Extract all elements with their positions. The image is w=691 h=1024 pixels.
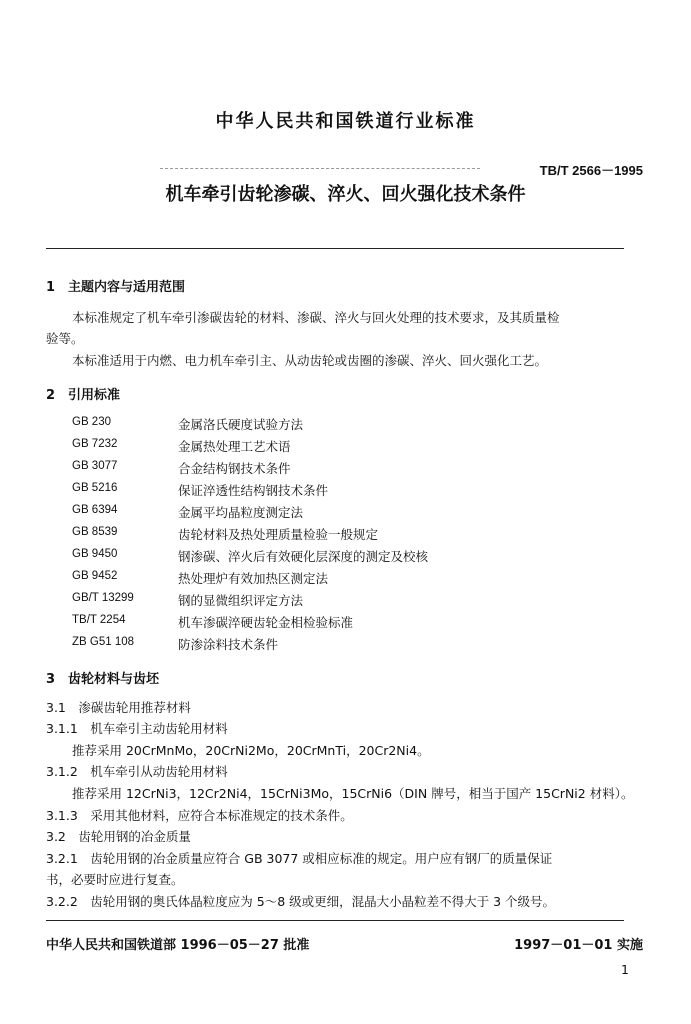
- document-title: 机车牵引齿轮渗碳、淬火、回火强化技术条件: [165, 184, 526, 205]
- ref-code: GB 9450: [72, 548, 118, 560]
- ref-title: 合金结构钢技术条件: [178, 461, 291, 476]
- ref-code: ZB G51 108: [72, 636, 135, 648]
- ref-code: GB 5216: [72, 482, 118, 494]
- ref-code: GB 3077: [72, 460, 118, 472]
- section-1-paragraph-1: 本标准规定了机车牵引渗碳齿轮的材料、渗碳、淬火与回火处理的技术要求，及其质量检: [72, 310, 560, 325]
- ref-code: GB 230: [72, 416, 111, 428]
- clause-3-1-1-text: 推荐采用 20CrMnMo，20CrNi2Mo，20CrMnTi，20Cr2Ni4。: [72, 743, 430, 758]
- ref-title: 钢的显微组织评定方法: [178, 593, 304, 608]
- ref-title: 齿轮材料及热处理质量检验一般规定: [178, 527, 379, 542]
- approval-line: 中华人民共和国铁道部 1996－05－27 批准: [46, 938, 310, 953]
- ref-code: GB/T 13299: [72, 592, 134, 604]
- section-1-paragraph-1-cont: 验等。: [46, 331, 84, 346]
- clause-3-1-1: 3.1.1 机车牵引主动齿轮用材料: [46, 721, 228, 736]
- implementation-date: 1997－01－01 实施: [514, 938, 643, 953]
- clause-3-2-2: 3.2.2 齿轮用钢的奥氏体晶粒度应为 5～8 级或更细，混晶大小晶粒差不得大于 3 个级号。: [46, 894, 556, 909]
- clause-3-2: 3.2 齿轮用钢的冶金质量: [46, 829, 191, 844]
- ref-title: 金属平均晶粒度测定法: [178, 505, 304, 520]
- clause-3-1-3: 3.1.3 采用其他材料，应符合本标准规定的技术条件。: [46, 808, 353, 823]
- header-rule: [46, 248, 624, 249]
- ref-code: TB/T 2254: [72, 614, 126, 626]
- clause-3-1: 3.1 渗碳齿轮用推荐材料: [46, 700, 191, 715]
- ref-code: GB 7232: [72, 438, 118, 450]
- clause-3-2-1-cont: 书，必要时应进行复查。: [46, 872, 184, 887]
- ref-title: 金属热处理工艺术语: [178, 439, 291, 454]
- ref-code: GB 8539: [72, 526, 118, 538]
- ref-title: 机车渗碳淬硬齿轮金相检验标准: [178, 615, 354, 630]
- ref-title: 金属洛氏硬度试验方法: [178, 417, 304, 432]
- page-number: 1: [621, 962, 629, 977]
- section-3-heading: 3 齿轮材料与齿坯: [46, 672, 160, 687]
- ref-title: 保证淬透性结构钢技术条件: [178, 483, 329, 498]
- industry-standard-heading: 中华人民共和国铁道行业标准: [215, 111, 476, 132]
- clause-3-1-2-text: 推荐采用 12CrNi3，12Cr2Ni4，15CrNi3Mo，15CrNi6（DIN 牌号，相当于国产 15CrNi2 材料）。: [72, 786, 634, 801]
- footer-rule: [46, 920, 624, 921]
- clause-3-2-1: 3.2.1 齿轮用钢的冶金质量应符合 GB 3077 或相应标准的规定。用户应有钢厂的质量保证: [46, 851, 553, 866]
- ref-title: 防渗涂料技术条件: [178, 637, 279, 652]
- dashed-divider: [160, 168, 480, 169]
- ref-title: 热处理炉有效加热区测定法: [178, 571, 329, 586]
- standard-code: TB/T 2566－1995: [539, 163, 643, 178]
- section-1-paragraph-2: 本标准适用于内燃、电力机车牵引主、从动齿轮或齿圈的渗碳、淬火、回火强化工艺。: [72, 353, 548, 368]
- clause-3-1-2: 3.1.2 机车牵引从动齿轮用材料: [46, 764, 228, 779]
- section-2-heading: 2 引用标准: [46, 388, 121, 403]
- ref-code: GB 6394: [72, 504, 118, 516]
- section-1-heading: 1 主题内容与适用范围: [46, 280, 186, 295]
- ref-code: GB 9452: [72, 570, 118, 582]
- ref-title: 钢渗碳、淬火后有效硬化层深度的测定及校核: [178, 549, 429, 564]
